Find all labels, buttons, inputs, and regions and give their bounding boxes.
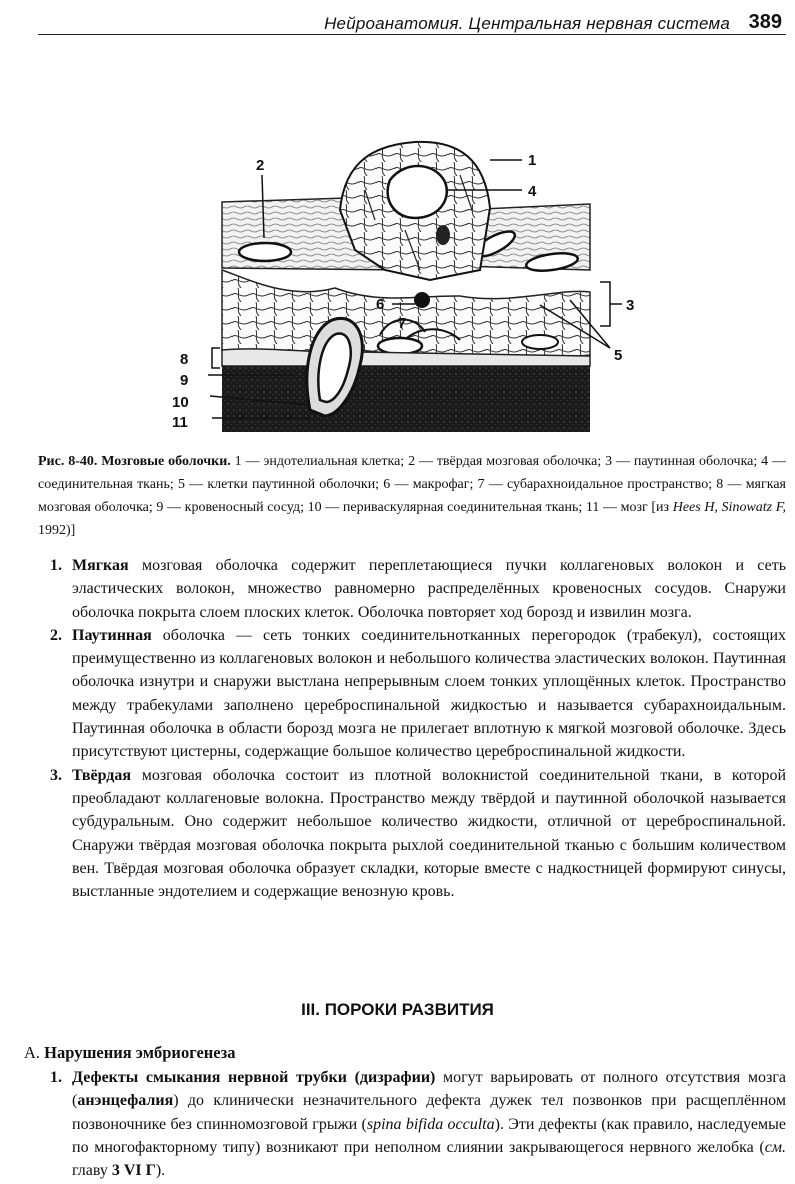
defects-paragraph	[38, 1066, 786, 1182]
list-term: Дефекты смыкания нервной трубки (дизрафии)	[72, 1069, 436, 1086]
figure-label-1: 1	[528, 152, 537, 169]
meninges-list	[38, 554, 786, 903]
figure-label-9: 9	[180, 372, 189, 389]
list-item	[38, 554, 786, 624]
list-text: мозговая оболочка состоит из плотной волокнистой соединительной ткани, в которой преобладают коллагеновые волокна. Пространство между твёрдой и паутинной оболочкой называется субдуральным. Оно содержит небольшое количество жидкости, отличной от цереброспинальной. Снаружи твёрдая мозговая оболочка покрыта рыхлой соединительной тканью с большим количеством вен. Твёрдая мозговая оболочка образует складки, которые вместе с надкостницей формируют синусы, выстланные эндотелием и содержащие венозную кровь.	[72, 766, 786, 901]
list-term: Мягкая	[72, 557, 129, 574]
meninges-illustration	[160, 120, 640, 440]
figure-label-7: 7	[398, 315, 407, 332]
figure-label-11: 11	[172, 414, 188, 431]
list-text: оболочка — сеть тонких соединительнотканных перегородок (трабекул), состоящих преимущественно из коллагеновых волокон и небольшого количества эластических волокон. Паутинная оболочка изнутри и снаружи выстлана непрерывным слоем тонких уплощённых клеток. Пространство между трабекулами заполнено цереброспинальной жидкостью и называется субарахноидальным. Паутинная оболочка в области борозд мозга не прилегает вплотную к мягкой мозговой оболочке. Здесь присутствуют цистерны, содержащие большое количество цереброспинальной жидкости.	[72, 626, 786, 761]
list-text: ). Эти дефекты (как правило, наследуемые по многофакторному типу) возникают при неполном слиянии закрывающегося нервного желобка (	[72, 1115, 787, 1156]
list-text: мозговая оболочка содержит переплетающиеся пучки коллагеновых волокон и сеть эластических волокон, множество равномерно распределённых кровеносных сосудов. Снаружи оболочка покрыта слоем плоских клеток. Оболочка повторяет ход борозд и извилин мозга.	[72, 557, 786, 621]
list-number: 1.	[50, 557, 62, 574]
list-number: 1.	[50, 1069, 62, 1086]
list-text: могут варьировать от полного отсутствия мозга (	[72, 1069, 786, 1110]
list-term: Паутинная	[72, 626, 152, 644]
subsection-text: Нарушения эмбриогенеза	[44, 1043, 236, 1062]
list-text: ) до клинически незначительного дефекта дужек тел позвонков при расщеплённом позвоночнике без спинномозговой грыжи (	[72, 1092, 786, 1133]
list-item	[38, 1066, 786, 1182]
list-item	[38, 764, 786, 904]
list-number: 3.	[50, 766, 62, 784]
figure-label-6: 6	[376, 296, 385, 313]
figure-caption	[38, 450, 786, 542]
subsection-heading	[24, 1043, 236, 1063]
figure-label-2: 2	[256, 157, 265, 174]
latin-term: spina bifida occulta	[366, 1115, 495, 1133]
caption-year: 1992)]	[38, 523, 76, 538]
figure-label-10: 10	[172, 394, 189, 411]
list-text: главу	[72, 1162, 112, 1180]
figure-label-4: 4	[528, 183, 537, 200]
list-item	[38, 624, 786, 764]
section-title: III. ПОРОКИ РАЗВИТИЯ	[301, 1000, 494, 1019]
see-reference: см.	[764, 1138, 786, 1156]
figure-label-5: 5	[614, 347, 623, 364]
page-header	[38, 8, 786, 35]
figure-title: Мозговые оболочки.	[101, 454, 231, 469]
figure-label-8: 8	[180, 351, 189, 368]
list-number: 2.	[50, 626, 62, 644]
subsection-letter: А.	[24, 1043, 41, 1062]
page-number: 389	[748, 11, 782, 33]
term-anencephaly: анэнцефалия	[77, 1092, 174, 1110]
running-title: Нейроанатомия. Центральная нервная система	[324, 14, 730, 33]
figure-label-3: 3	[626, 297, 635, 314]
list-text: ).	[155, 1162, 166, 1180]
list-term: Твёрдая	[72, 766, 132, 784]
brain-tissue	[222, 366, 590, 432]
caption-citation: Hees H, Sinowatz F,	[672, 500, 786, 515]
caption-text: 1 — эндотелиальная клетка; 2 — твёрдая мозговая оболочка; 3 — паутинная оболочка; 4 — соединительная ткань; 5 — клетки паутинной оболочки; 6 — макрофаг; 7 — субарахноидальное пространство; 8 — мягкая мозговая оболочка; 9 — кровеносный сосуд; 10 — периваскулярная соединительная ткань; 11 — мозг [из	[38, 454, 787, 515]
figure-number: Рис. 8-40.	[38, 454, 98, 469]
chapter-reference: 3 VI Г	[111, 1162, 156, 1180]
